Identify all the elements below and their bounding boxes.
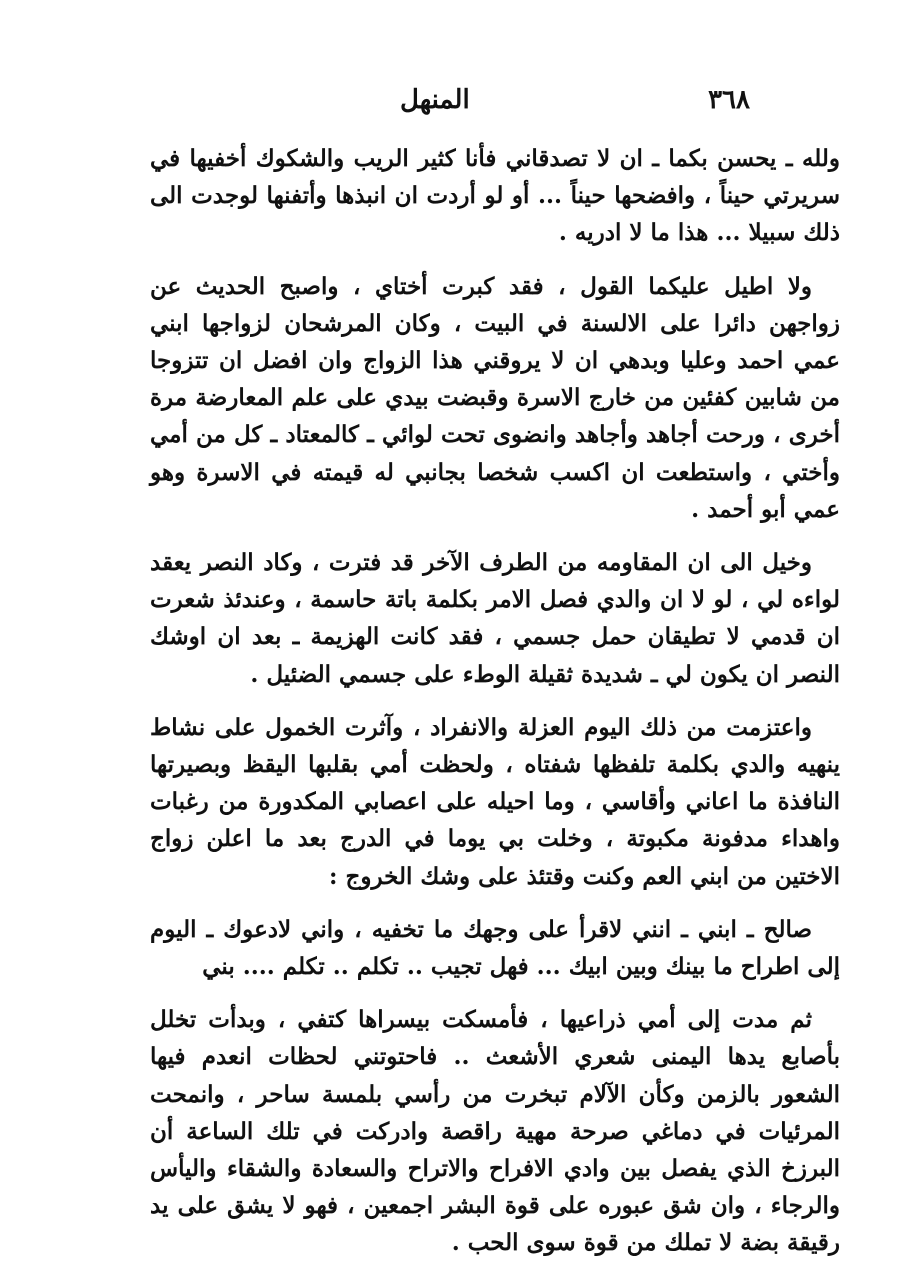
paragraph: ولله ـ يحسن بكما ـ ان لا تصدقاني فأنا كثير الريب والشكوك أخفيها في سريرتي حيناً ، وافضحها حيناً ... أو لو أردت ان انبذها وأتفنها لوجدت الى ذلك سبيلا ... هذا ما لا ادريه . [150,145,840,247]
paragraph: ولا اطيل عليكما القول ، فقد كبرت أختاي ، واصبح الحديث عن زواجهن دائرا على الالسنة في البيت ، وكان المرشحان لزواجها ابني عمي احمد وعليا وبدهي ان لا يروقني هذا الزواج وان افضل ان تتزوجا من شابين كفئين من خارج الاسرة وقبضت بيدي على علم المعارضة مرة أخرى ، ورحت أجاهد وأجاهد وانضوى تحت لوائي ـ كالمعتاد ـ كل من أمي وأختي ، واستطعت ان اكسب شخصا بجانبي له قيمته في الاسرة وهو عمي أبو أحمد . [150,272,840,523]
body-text [150,140,840,1262]
running-header [150,78,750,122]
paragraph: صالح ـ ابني ـ انني لاقرأ على وجهك ما تخفيه ، واني لادعوك ـ اليوم إلى اطراح ما بينك وبين ابيك ... فهل تجيب .. تكلم .. تكلم .... بني [150,915,840,981]
paragraph: وخيل الى ان المقاومه من الطرف الآخر قد فترت ، وكاد النصر يعقد لواءه لي ، لو لا ان والدي فصل الامر بكلمة باتة حاسمة ، وعندئذ شعرت ان قدمي لا تطيقان حمل جسمي ، فقد كانت الهزيمة ـ بعد ان اوشك النصر ان يكون لي ـ شديدة ثقيلة الوطء على جسمي الضئيل . [150,549,840,688]
paragraph: ثم مدت إلى أمي ذراعيها ، فأمسكت بيسراها كتفي ، وبدأت تخلل بأصابع يدها اليمنى شعري الأشعث .. فاحتوتني لحظات انعدم فيها الشعور بالزمن وكأن الآلام تبخرت من رأسي بلمسة ساحر ، وانمحت المرئيات في دماغي صرحة مهية راقصة وادركت في تلك الساعة أن البرزخ الذي يفصل بين وادي الافراح والاتراح والسعادة والشقاء واليأس والرجاء ، وان شق عبوره على قوة البشر اجمعين ، فهو لا يشق على يد رقيقة بضة لا تملك من قوة سوى الحب . [150,1006,840,1257]
running-title: المنهل [400,85,470,115]
paragraph: واعتزمت من ذلك اليوم العزلة والانفراد ، وآثرت الخمول على نشاط ينهيه والدي بكلمة تلفظها شفتاه ، ولحظت أمي بقلبها اليقظ وبصيرتها النافذة ما اعاني وأقاسي ، وما احيله على اعصابي المكدورة من رغبات واهداء مدفونة مكبوتة ، وخلت بي يوما في الدرج بعد ما اعلن زواج الاختين من ابني العم وكنت وقتئذ على وشك الخروج : [150,713,840,890]
page-number: ٣٦٨ [708,85,750,115]
